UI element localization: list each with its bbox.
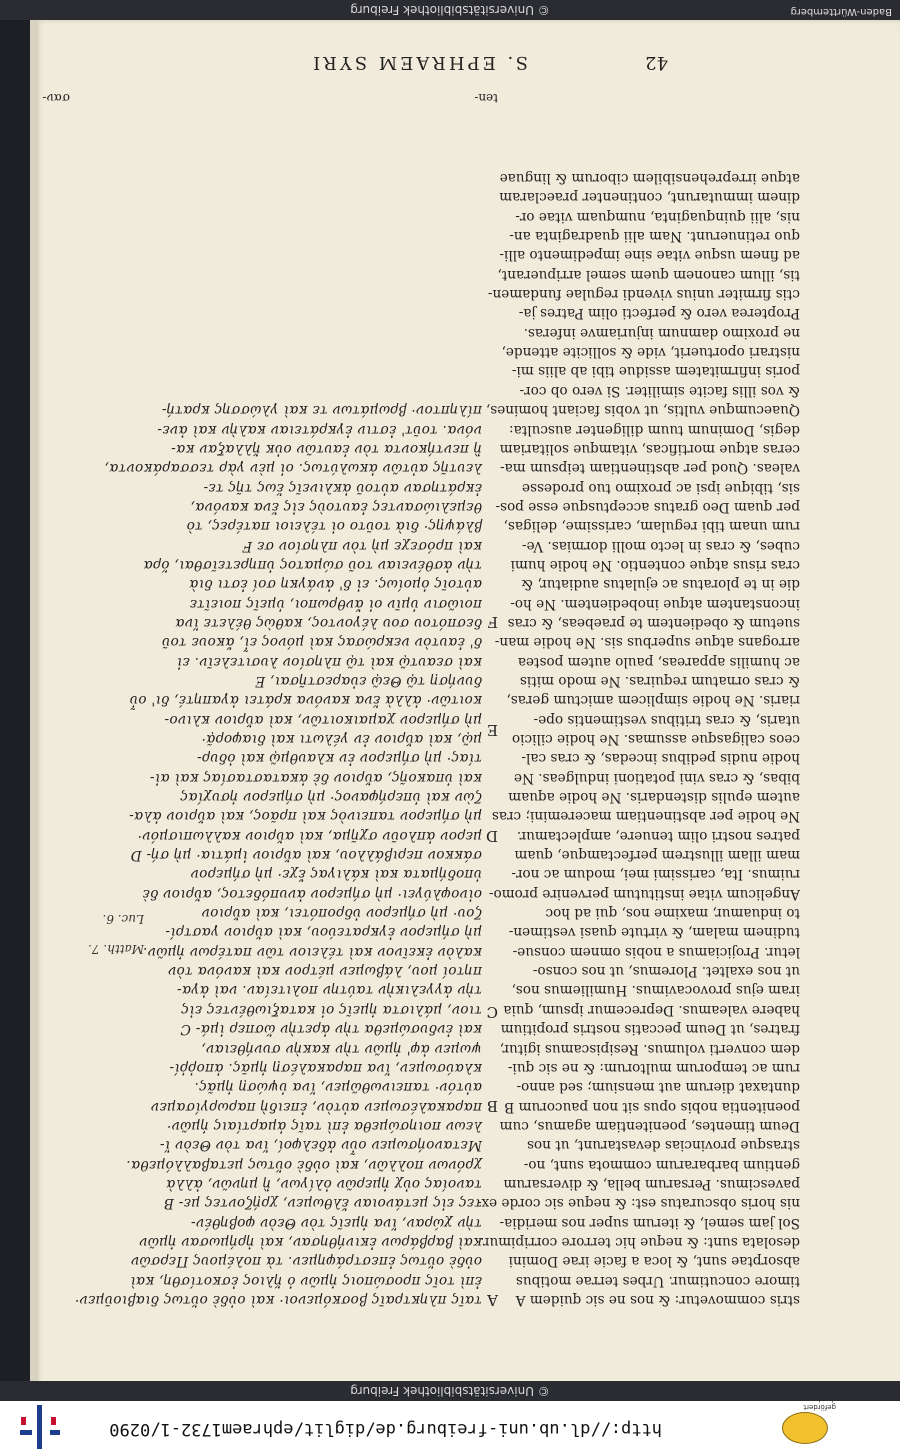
greek-line: μὴ σήμερον ἐγκρατεύου, καὶ αὔριον γαστρί- (165, 924, 482, 941)
latin-line: to induamur, maxime nos, qui ad hoc (545, 905, 800, 922)
latin-line: Sol jam semel, & iterum super nos meridia- (499, 1214, 800, 1231)
greek-line: νόνα. τοῦτ' ἐστιν ἐγκράτειαν καλὴν καὶ ἀνε- (157, 421, 482, 438)
latin-line: Quaecumque vultis, ut vobis faciant homines, (485, 402, 800, 419)
margin-letter: A (487, 1291, 498, 1309)
latin-line: letur. Projiciamus a nobis omnem consue- (512, 943, 800, 960)
latin-line: rum ac temporum multorum: & ne sic qui- (507, 1059, 800, 1076)
greek-line: πίληπτον· βρωμάτων τε καὶ γλώσσης κρατή- (161, 402, 482, 419)
copyright-ribbon-bottom: © Universitätsbibliothek Freiburg (0, 0, 900, 20)
latin-line: iram ejus provocavimus. Humiliemus nos, (511, 982, 800, 999)
latin-line: duntaxat dierum aut mensium; sed anno- (516, 1079, 800, 1096)
greek-line: σάκκον περιβάλλου, καὶ αὔριον ἱμάτια· μὴ σή- D (130, 847, 482, 864)
latin-line: die in te ploratus ac ejulatus audiatur, & (520, 576, 800, 593)
greek-line: λευτῆς αὐτῶν ἀκωλύτως. οἱ μὲν γὰρ τεσσαράκοντα, (104, 460, 482, 477)
latin-line: valeas. Quod per abstinentiam teipsum ma- (500, 460, 800, 477)
latin-line: tis, illum canonem quem semel arripuerant, (497, 266, 800, 283)
latin-line: nistrari oportuerit, vide & sollicite attende, (501, 344, 800, 361)
greek-line: κοιτῶν· ἀλλὰ ἕνα κανόνα κράτει ἀγαπητέ, δι' οὗ (129, 692, 482, 709)
bottom-label: Baden-Württemberg (790, 6, 892, 17)
greek-line: τίας· μὴ σήμερον ἐν κλαυθμῷ καὶ ὀδυρ- (196, 750, 482, 767)
latin-line: Angelicum vitae institutum pervenire promo- (488, 885, 800, 902)
greek-line: καὶ σεαυτῷ καὶ τῷ πλησίον λυσιτελεῖν. εἰ (176, 653, 482, 670)
greek-line: αὐτόν· ταπεινωθῶμεν, ἵνα ὑψώσῃ ἡμᾶς. (194, 1079, 482, 1096)
latin-line: poris infirmitatem assidue tibi ab aliis mi- (511, 363, 800, 380)
latin-line: nis horis obscuratus est: & neque sic corde ex- (477, 1195, 800, 1212)
latin-line: Deum timentes, poenitentiam agamus, cum (499, 1117, 800, 1134)
latin-line: cubes, & cras in lecto molli dormias. Ve- (521, 537, 800, 554)
greek-line: οἰνοφλύγει· μὴ σήμερον ἀνυπόδετος, αὔριον δὲ (142, 885, 482, 902)
latin-line: suetum & obedientem te praebeas, & cras (507, 614, 800, 631)
latin-line: gentium barbararum commota sunt, no- (523, 1156, 800, 1173)
latin-line: autem epulis distendaris. Ne hodie aquam (508, 789, 800, 806)
latin-line: ac humilis appareas, paulo autem postea (517, 653, 800, 670)
latin-line: ctis firmiter unius vivendi regulae fundamen- (487, 286, 800, 303)
latin-line: ut nos exaltet. Ploremus, ut nos conso- (532, 963, 800, 980)
latin-line: timore concutimur. Urbes terrae motibus (515, 1272, 800, 1289)
margin-letter: F (487, 613, 498, 631)
greek-line: τὴν ἀγγελικὴν ταύτην πολιτείαν. ναὶ ἀγα- (176, 982, 482, 999)
greek-line: ἐκράτησαν αὐτοῦ ἀκλινεῖς ἕως τῆς τε- (203, 479, 482, 496)
greek-line: ἢ πεντήκοντα τὸν ἑαυτῶν οὐκ ἤλλαξαν κα- (170, 440, 482, 457)
catchword-greek: σαν- (42, 91, 70, 105)
latin-line: ceras atque mortificas, vitamque solitariam (499, 440, 800, 457)
greek-line: δ' ἑαυτὸν νεκρώσας καὶ μόνος εἶ, ἄκουε τοῦ (161, 634, 482, 651)
greek-line: ζου· μὴ σήμερον ὑδροπότει, καὶ αὔριον (201, 905, 482, 922)
latin-line: strasque provincias devastarunt, ut nos (526, 1137, 800, 1154)
greek-line: καὶ πρόσεχε μὴ τὸν πλησίον σε F (242, 537, 482, 554)
greek-line: χρόνων πολλῶν, καὶ οὐδὲ οὕτως μεταβαλλόμεθα. (126, 1156, 482, 1173)
greek-line: ζὼν καὶ ὑπερήφανος· μὴ σήμερον ἡσυχίας (180, 789, 482, 806)
greek-line: πητοί μου, λάβωμεν μέτρον καὶ κανόνα τὸν (167, 963, 482, 980)
greek-line: μὴ σήμερον χαμαικοιτῶν, καὶ αὔριον κλινο- (164, 711, 482, 728)
latin-line: arrogans atque superbus sis. Ne hodie man- (494, 634, 800, 651)
latin-line: Propterea vero & perfecti olim Patres ja- (518, 305, 800, 322)
latin-line: ruimus. Ita, carissimi mei, modum ac nor- (511, 866, 800, 883)
margin-letter: B (486, 1097, 498, 1115)
latin-line: dem converti volumus. Resipiscamus igitur, (499, 1040, 800, 1057)
latin-line: patres nostri olim tenuere, amplectamur. (516, 827, 800, 844)
page-edge (30, 20, 38, 1401)
latin-line: habere valeamus. Deprecemur ipsum, quia (503, 1001, 800, 1018)
greek-line: τες εἰς μετάνοιαν ἔλθωμεν, χρῄζοντες με- B (163, 1195, 482, 1212)
funder-logo (798, 1403, 870, 1447)
greek-line: ψωμεν ἀφ' ἡμῶν τὴν κακὴν συνήθειαν, (201, 1040, 482, 1057)
latin-line: sis, tibique ipsi ac proximo tuo prodesse (521, 479, 800, 496)
latin-line: quo retinuerunt. Nam alii quadraginta an- (509, 228, 800, 245)
greek-line: μὴ σήμερον ταπεινὸς καὶ πρᾶος, καὶ αὔριον ἀλα- (128, 808, 482, 825)
latin-line: mam illam illustrem perfectamque, quam (514, 847, 800, 864)
latin-line: riaris. Ne hodie simplicem amictum geras, (506, 692, 800, 709)
latin-line: per quam Deo gratus acceptusque esse pos- (495, 498, 800, 515)
latin-line: inconstantem atque inobedientem. Ne ho- (510, 595, 800, 612)
greek-line: λεων ποιησώμεθα ἐπὶ ταῖς ἁμαρτίαις ἡμῶν· (166, 1117, 482, 1134)
latin-line: cras risus atque contentio. Ne hodie humi (510, 556, 800, 573)
latin-line: atque irreprehensibilem ciborum & linguae (499, 170, 800, 187)
greek-line: Μετανοήσωμεν οὖν ἀδελφοί, ἵνα τὸν Θεὸν ἵ- (159, 1137, 482, 1154)
latin-line: ad finem usque vitae sine impedimento alli- (499, 247, 800, 264)
funder-label: gefördert (803, 1403, 836, 1411)
greek-line: καλὸν ἐκεῖνον καὶ τέλειον τῶν πατέρων ἡμῶν. (142, 943, 482, 960)
greek-line: μερον ἁπλοῦν σχῆμα, καὶ αὔριον καλλωπισμόν· (137, 827, 482, 844)
latin-line: ne proximo damnum injuriamve inferas. (523, 324, 800, 341)
latin-line: bibas, & cras vini potationi indulgeas. Ne (513, 769, 800, 786)
greek-line: οὐδὲ οὕτως ἐπεστράφημεν. τὰ πολέμους Περσῶν (130, 1253, 482, 1270)
latin-line: & vos illis facite similiter. Si vero ob cor- (519, 382, 800, 399)
greek-line: καὶ ὑπακοῆς, αὔριον δὲ ἀκαταστασίας καὶ αἰ- (149, 769, 482, 786)
margin-letter: D (485, 827, 498, 845)
latin-line: poenitentia nobis opus sit non paucorum B (504, 1098, 800, 1115)
latin-line: desolata sunt: & neque hic terrore corripimur. (480, 1233, 800, 1250)
greek-line: βλάψῃς· διὰ τοῦτο οἱ τέλειοι πατέρες, τὸ (186, 518, 482, 535)
greek-line: τὴν ἀσθένειαν τοῦ σώματος ὑπηρετεῖσθαι, ὅρα (143, 556, 482, 573)
greek-line: ἐπὶ τοῖς προσώποις ἡμῶν ὁ ἥλιος ἐσκοτίσθη, καὶ (129, 1272, 482, 1289)
coat-of-arms-icon (782, 1412, 828, 1444)
latin-line: rum unam tibi regulam, carissime, deligas, (503, 518, 800, 535)
viewer-toolbar (0, 1400, 900, 1453)
greek-line: τιον, μάλιστα ἡμεῖς οἱ καταξιωθέντες εἰς (181, 1001, 482, 1018)
margin-ref-matthew: Matth. 7. (88, 942, 144, 956)
latin-line: Ne hodie per abstinentiam maceremini; cras (491, 808, 800, 825)
greek-line: παρακαλέσωμεν αὐτὸν, ἐπειδὴ παρωργίσαμεν (150, 1098, 482, 1115)
latin-line: degis, Dominum tuum diligenter ausculta: (509, 421, 800, 438)
margin-letter: C (486, 1003, 498, 1021)
latin-column (477, 168, 800, 1309)
latin-line: ceos caligasque assumas. Ne hodie cilicio (512, 731, 800, 748)
running-head (228, 45, 668, 73)
running-title: S. EPHRAEM SYRI (310, 52, 528, 73)
margin-letter: E (487, 721, 498, 739)
catchword-latin: ten- (474, 91, 498, 105)
greek-line: τανοίας οὐχ ἡμερῶν ὀλίγων, ἢ μηνῶν, ἀλλὰ (165, 1175, 482, 1192)
greek-line: τὴν χώραν, ἵνα ἡμεῖς τὸν Θεὸν φοβηθέν- (190, 1214, 482, 1231)
greek-line: θεμελιώσαντες ἑαυτοὺς εἰς ἕνα κανόνα, (190, 498, 482, 515)
latin-line: & cras ornatum requiras. Ne modo mitis (519, 673, 800, 689)
greek-line: αὐτοῖς ὁμοίως. εἰ δ' ἀνάγκη σοί ἐστι διὰ (188, 576, 482, 593)
greek-line: καὶ ἐνδυσώμεθα τὴν ἀρετὴν ὥσπερ ἱμά- C (180, 1021, 482, 1038)
latin-line: stris commovetur: & nos ne sic quidem A (515, 1292, 800, 1308)
latin-line: tudinem malam, & virtute quasi vestimen- (508, 924, 800, 941)
margin-ref-luke: Luc. 6. (102, 912, 144, 926)
greek-line: δυνήσῃ τῷ Θεῷ εὐαρεστῆσαι, E (254, 673, 482, 689)
page-number: 42 (645, 52, 668, 73)
greek-line: καὶ βαρβάρων ἐκινήθησαν, καὶ ἠρήμωσαν ἡμῶν (138, 1233, 482, 1250)
greek-line: ποιῶσιν ὑμῖν οἱ ἄνθρωποι, ὑμεῖς ποιεῖτε (189, 595, 482, 612)
greek-line: δεσπότου σου λέγοντος, καθὼς θέλετε ἵνα (175, 614, 482, 631)
book-page (35, 20, 900, 1401)
latin-line: dinem immutarunt, continenter praeclaram (499, 189, 800, 206)
greek-line: μῷ, καὶ αὔριον ἐν γέλωτι καὶ διαφορᾷ· (201, 731, 482, 748)
greek-line: κλαύσωμεν, ἵνα παρακαλέσῃ ἡμᾶς. ἀποῤῥί- (169, 1059, 482, 1076)
page-url[interactable]: http://dl.ub.uni-freiburg.de/diglit/ephraem1732-1/0290 (109, 1419, 662, 1439)
latin-line: absorptae sunt, & loca a facie irae Domini (508, 1253, 800, 1270)
greek-line: ταῖς πληκτραῖς βοσκόμενοι· καὶ οὐδὲ οὕτως διαβιοῦμεν· (74, 1292, 482, 1308)
latin-line: hodie nudis pedibus incedas, & cras cal- (521, 750, 800, 767)
copyright-ribbon-top: © Universitätsbibliothek Freiburg (0, 1381, 900, 1401)
ub-freiburg-logo-icon (16, 1405, 62, 1449)
greek-line: ὑποδήματα καὶ κάλιγας ἔχε· μὴ σήμερον (190, 866, 482, 883)
latin-line: fratres, ut Deum peccatis nostris propitium (500, 1021, 800, 1038)
latin-line: pavescimus. Persarum bella, & diversarum (503, 1175, 800, 1192)
latin-line: utaris, & cras tritibus vestimentis ope- (533, 711, 800, 728)
latin-line: nis, alii quinquaginta, numquam vitae or- (515, 208, 800, 225)
